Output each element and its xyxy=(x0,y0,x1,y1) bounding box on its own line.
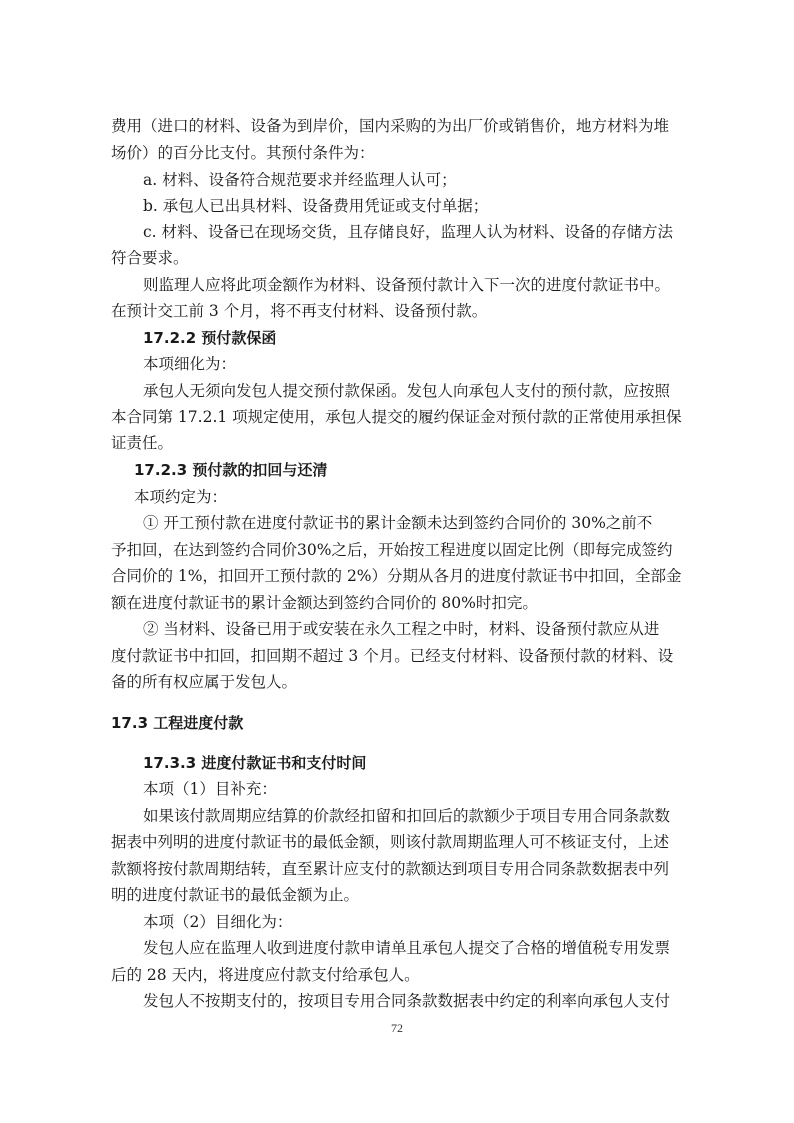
text-line: c. 材料、设备已在现场交货，且存储良好，监理人认为材料、设备的存储方法 xyxy=(143,223,674,241)
text-line: 额在进度付款证书的累计金额达到签约合同价的 80%时扣完。 xyxy=(111,594,538,612)
text-line: 款额将按付款周期结转，直至累计应支付的款额达到项目专用合同条款数据表中列 xyxy=(111,860,670,878)
text-line: 发包人不按期支付的，按项目专用合同条款数据表中约定的利率向承包人支付 xyxy=(143,992,671,1010)
text-line: ② 当材料、设备已用于或安装在永久工程之中时，材料、设备预付款应从进 xyxy=(143,620,660,638)
text-line: 如果该付款周期应结算的价款经扣留和扣回后的款额少于项目专用合同条款数 xyxy=(143,807,671,825)
text-line: 据表中列明的进度付款证书的最低金额，则该付款周期监理人可不核证支付，上述 xyxy=(111,833,670,851)
text-line: 费用（进口的材料、设备为到岸价，国内采购的为出厂价或销售价，地方材料为堆 xyxy=(111,117,670,135)
section-heading: 17.2.3 预付款的扣回与还清 xyxy=(134,461,328,479)
text-line: 备的所有权应属于发包人。 xyxy=(111,673,298,691)
section-heading: 17.3.3 进度付款证书和支付时间 xyxy=(143,754,367,772)
text-line: b. 承包人已出具材料、设备费用凭证或支付单据； xyxy=(143,197,489,215)
text-line: 本项（2）目细化为： xyxy=(143,913,293,931)
section-heading: 17.2.2 预付款保函 xyxy=(143,329,277,347)
text-line: 后的 28 天内，将进度应付款支付给承包人。 xyxy=(111,966,420,984)
text-line: 承包人无须向发包人提交预付款保函。发包人向承包人支付的预付款，应按照 xyxy=(143,382,671,400)
text-line: 予扣回，在达到签约合同价30%之后，开始按工程进度以固定比例（即每完成签约 xyxy=(111,541,673,559)
text-line: a. 材料、设备符合规范要求并经监理人认可； xyxy=(143,171,457,189)
text-line: 发包人应在监理人收到进度付款申请单且承包人提交了合格的增值税专用发票 xyxy=(143,939,671,957)
text-line: ① 开工预付款在进度付款证书的累计金额未达到签约合同价的 30%之前不 xyxy=(143,514,653,532)
text-line: 本合同第 17.2.1 项规定使用，承包人提交的履约保证金对预付款的正常使用承担保 xyxy=(111,408,682,426)
text-line: 证责任。 xyxy=(111,434,174,452)
text-line: 本项细化为： xyxy=(143,355,237,373)
text-line: 本项（1）目补充： xyxy=(143,780,277,798)
text-line: 度付款证书中扣回，扣回期不超过 3 个月。已经支付材料、设备预付款的材料、设 xyxy=(111,647,674,665)
text-line: 合同价的 1%，扣回开工预付款的 2%）分期从各月的进度付款证书中扣回，全部金 xyxy=(111,567,682,585)
text-line: 在预计交工前 3 个月，将不再支付材料、设备预付款。 xyxy=(111,302,488,320)
text-line: 本项约定为： xyxy=(134,488,228,506)
section-heading: 17.3 工程进度付款 xyxy=(111,714,244,732)
text-line: 场价）的百分比支付。其预付条件为： xyxy=(111,144,375,162)
page-number: 72 xyxy=(391,1021,403,1035)
text-line: 符合要求。 xyxy=(111,249,189,267)
text-line: 则监理人应将此项金额作为材料、设备预付款计入下一次的进度付款证书中。 xyxy=(143,276,671,294)
text-line: 明的进度付款证书的最低金额为止。 xyxy=(111,886,360,904)
